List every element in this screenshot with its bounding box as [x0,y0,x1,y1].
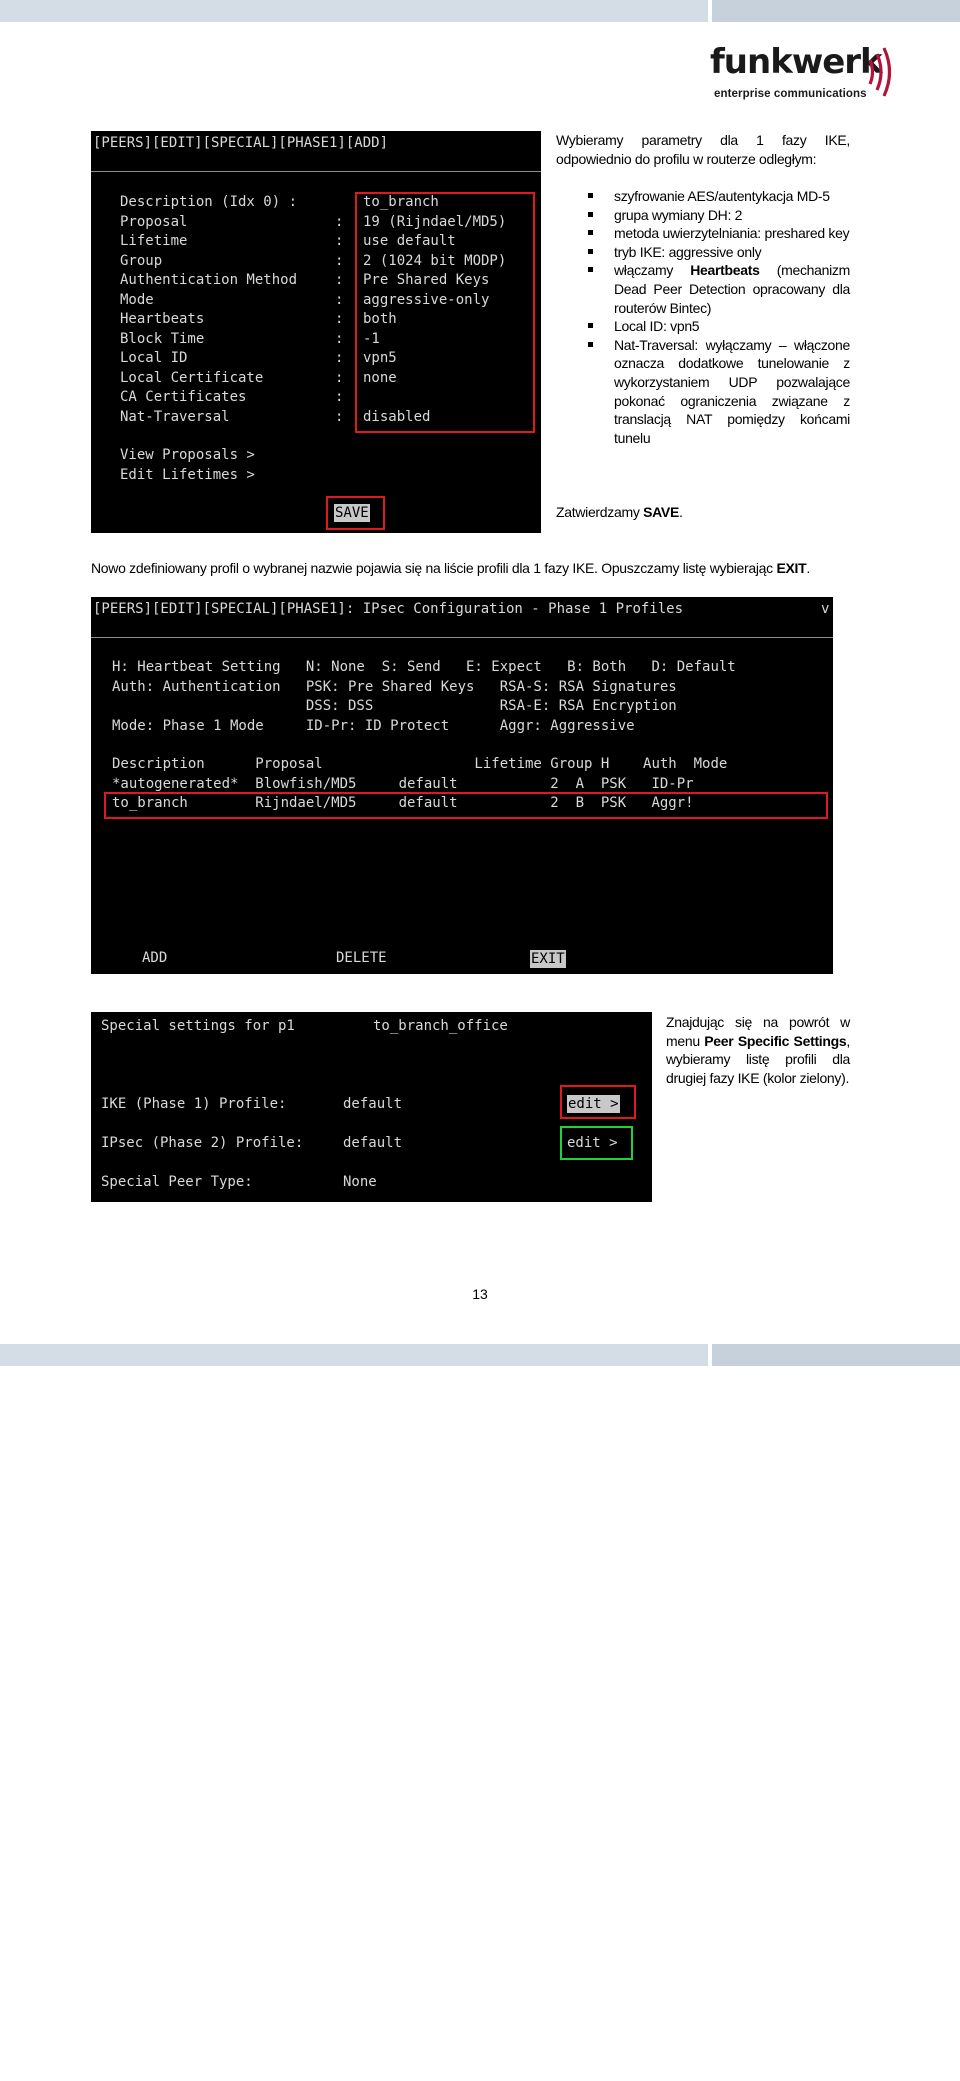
setting-separator: : [335,291,344,308]
logo-tagline: enterprise communications [714,88,867,100]
legend-line: Mode: Phase 1 Mode ID-Pr: ID Protect Aggr: Aggressive [112,717,635,734]
edit-lifetimes-link[interactable]: Edit Lifetimes > [120,466,255,483]
page-number: 13 [472,1286,488,1302]
setting-label: Proposal [120,213,188,230]
setting-value: to_branch [363,194,439,210]
setting-value: 2 (1024 bit MODP) [363,252,507,269]
add-button[interactable]: ADD [142,950,168,966]
setting-separator: : [335,311,344,327]
logo-wordmark: funkwerk [710,42,882,82]
setting-label: Description (Idx 0) : [120,194,298,210]
terminal-phase1-add [91,131,541,533]
setting-label: Lifetime [120,233,188,249]
setting-label: Heartbeats [120,311,205,327]
list-item: Nat-Traversal: wyłączamy – włączone oznacza dodatkowe tunelowanie z wykorzystaniem UDP pozwalające pokonać ograniczenia związane z translacją NAT pomiędzy końcami tunelu [586,336,850,448]
setting-separator: : [335,252,344,269]
funkwerk-logo [710,40,910,104]
list-item: Local ID: vpn5 [586,317,850,336]
setting-label: CA Certificates [120,389,247,405]
values-highlight-box [355,192,535,433]
instruction-bold: Peer Specific Settings [704,1032,847,1049]
list-item: metoda uwierzytelniania: preshared key [586,224,850,243]
save-button[interactable]: SAVE [335,505,369,521]
instruction-text-end: , wybieramy listę profili dla drugiej fazy IKE (kolor zielony). [666,1032,850,1086]
terminal-header: [PEERS][EDIT][SPECIAL][PHASE1][ADD] [93,135,389,151]
ipsec-profile-edit-button[interactable]: edit > [567,1135,618,1151]
list-item-text: włączamy [614,262,691,279]
special-peer-type-label: Special Peer Type: [101,1174,253,1190]
table-row[interactable]: *autogenerated* Blowfish/MD5 default 2 A PSK ID-Pr [112,775,694,792]
scroll-down-indicator[interactable]: v [821,601,830,617]
legend-line: Auth: Authentication PSK: Pre Shared Keys RSA-S: RSA Signatures [112,678,677,695]
setting-value: use default [363,233,456,249]
setting-label: Block Time [120,330,205,347]
instruction-text-end: . [806,560,810,576]
new-profile-highlight-box [104,792,828,819]
setting-value: both [363,311,397,327]
setting-label: Mode [120,291,154,308]
setting-separator: : [335,272,344,288]
instruction-bold: EXIT [776,560,807,576]
setting-label: Nat-Traversal [120,408,230,425]
setting-value: -1 [363,330,380,347]
setting-separator: : [335,408,344,425]
table-row[interactable]: to_branch Rijndael/MD5 default 2 B PSK Aggr! [112,795,694,811]
list-item: grupa wymiany DH: 2 [586,206,850,225]
ike-profile-edit-button[interactable]: edit > [568,1096,619,1112]
setting-value: vpn5 [363,350,397,366]
special-peer-type-value[interactable]: None [343,1174,377,1190]
exit-button[interactable]: EXIT [531,951,565,967]
setting-separator: : [335,389,344,405]
ipsec-profile-value: default [343,1135,403,1151]
intro-paragraph: Wybieramy parametry dla 1 fazy IKE, odpowiednio do profilu w routerze odległym: [556,132,850,167]
setting-label: Group [120,252,163,269]
ipsec-profile-label: IPsec (Phase 2) Profile: [101,1135,304,1151]
setting-separator: : [335,350,344,366]
header-divider [91,171,541,172]
instruction-text: Znajdując się na powrót w menu [666,1014,850,1049]
confirm-text: Zatwierdzamy [556,504,644,520]
instruction-text: Nowo zdefiniowany profil o wybranej nazwie pojawia się na liście profili dla 1 fazy IKE. Opuszczamy listę wybierając [91,560,777,576]
legend-line: H: Heartbeat Setting N: None S: Send E: Expect B: Both D: Default [112,659,736,675]
setting-value: Pre Shared Keys [363,272,490,288]
terminal-header: [PEERS][EDIT][SPECIAL][PHASE1]: IPsec Configuration - Phase 1 Profiles [93,601,684,617]
setting-separator: : [335,369,344,386]
list-item: szyfrowanie AES/autentykacja MD-5 [586,187,850,206]
confirm-bold: SAVE [643,504,680,520]
exit-instruction-text [91,559,851,578]
list-item-text: (mechanizm Dead Peer Detection opracowany dla routerów Bintec) [614,262,850,316]
ike-profile-label: IKE (Phase 1) Profile: [101,1096,287,1112]
list-item [586,261,850,317]
list-item: tryb IKE: aggressive only [586,243,850,262]
setting-value: 19 (Rijndael/MD5) [363,213,507,230]
setting-value: aggressive-only [363,291,490,308]
setting-value: disabled [363,408,431,425]
setting-value: none [363,369,397,386]
parameter-list [586,187,850,447]
header-divider [91,637,833,638]
setting-label: Local Certificate [120,369,264,386]
logo-waves-icon [866,44,898,100]
top-decor-band [0,0,960,22]
setting-separator: : [335,233,344,249]
confirm-save-text [556,503,683,522]
delete-button[interactable]: DELETE [336,950,387,966]
phase2-instruction-text [666,1013,850,1087]
terminal-special-settings [91,1012,652,1202]
terminal-phase1-profiles [91,597,833,974]
setting-label: Authentication Method [120,272,298,288]
legend-line: DSS: DSS RSA-E: RSA Encryption [112,698,677,714]
confirm-text-end: . [679,504,683,520]
setting-label: Local ID [120,350,188,366]
setting-separator: : [335,213,344,230]
setting-separator: : [335,330,344,347]
settings-title-label: Special settings for p1 [101,1018,295,1034]
view-proposals-link[interactable]: View Proposals > [120,447,255,463]
table-header: Description Proposal Lifetime Group H Auth Mode [112,756,728,772]
list-item-bold: Heartbeats [690,262,760,279]
settings-title-value: to_branch_office [373,1018,508,1034]
ike-profile-value: default [343,1096,403,1112]
